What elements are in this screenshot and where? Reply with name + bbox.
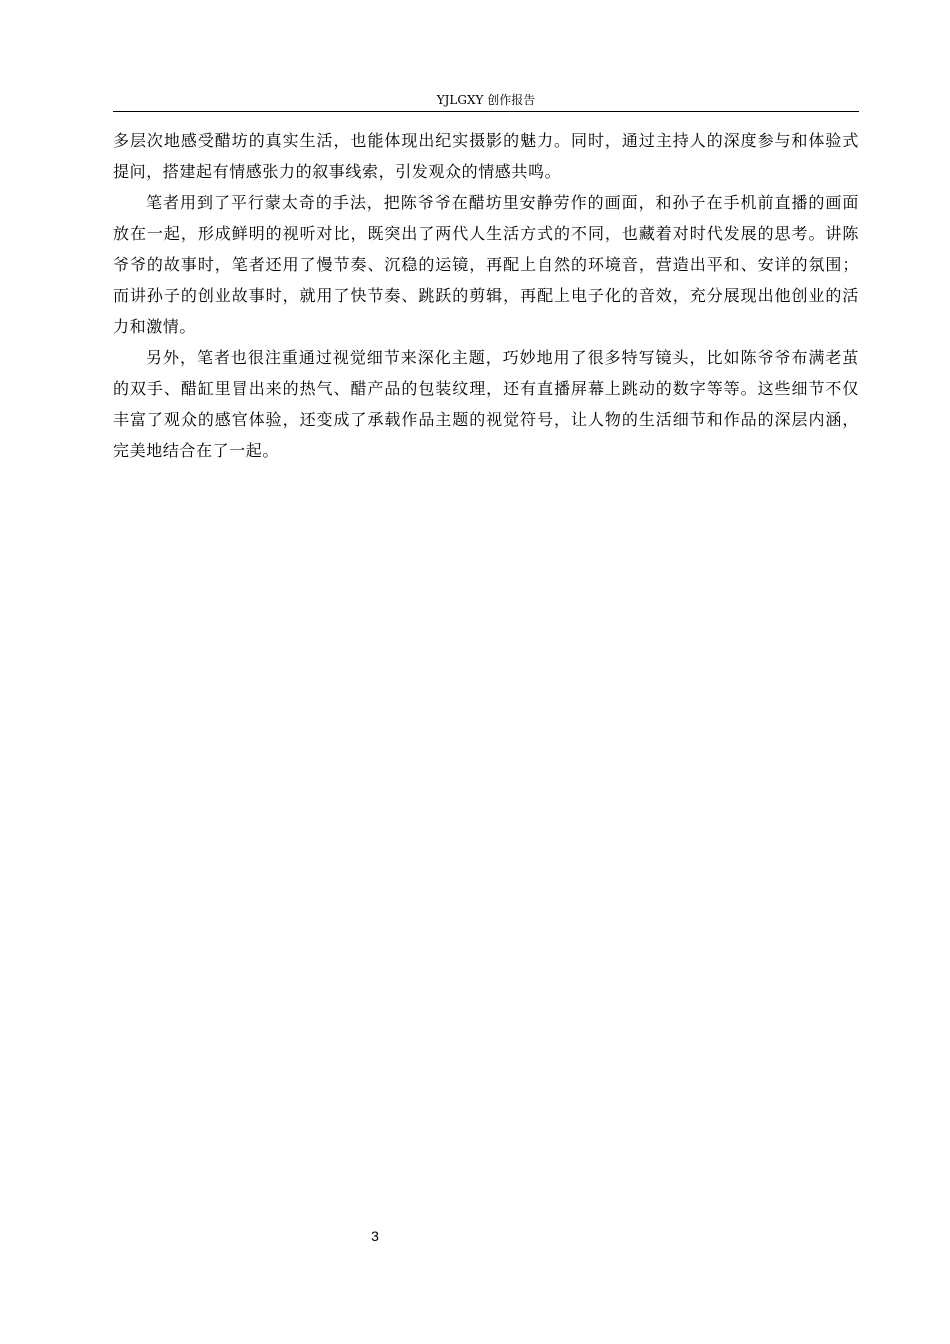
paragraph-montage: 笔者用到了平行蒙太奇的手法，把陈爷爷在醋坊里安静劳作的画面，和孙子在手机前直播的画面放在一起，形成鲜明的视听对比，既突出了两代人生活方式的不同，也藏着对时代发展的思考。讲陈爷爷的故事时，笔者还用了慢节奏、沉稳的运镜，再配上自然的环境音，营造出平和、安详的氛围；而讲孙子的创业故事时，就用了快节奏、跳跃的剪辑，再配上电子化的音效，充分展现出他创业的活力和激情。 bbox=[113, 193, 859, 336]
page-number: 3 bbox=[371, 1228, 379, 1244]
paragraph-continued: 多层次地感受醋坊的真实生活，也能体现出纪实摄影的魅力。同时，通过主持人的深度参与和体验式提问，搭建起有情感张力的叙事线索，引发观众的情感共鸣。 bbox=[113, 131, 859, 181]
body-text bbox=[113, 125, 859, 466]
paragraph-visual-details: 另外，笔者也很注重通过视觉细节来深化主题，巧妙地用了很多特写镜头，比如陈爷爷布满老茧的双手、醋缸里冒出来的热气、醋产品的包装纹理，还有直播屏幕上跳动的数字等等。这些细节不仅丰富了观众的感官体验，还变成了承载作品主题的视觉符号，让人物的生活细节和作品的深层内涵，完美地结合在了一起。 bbox=[113, 348, 859, 460]
page-header bbox=[113, 92, 859, 112]
header-title: YJLGXY 创作报告 bbox=[436, 93, 536, 107]
